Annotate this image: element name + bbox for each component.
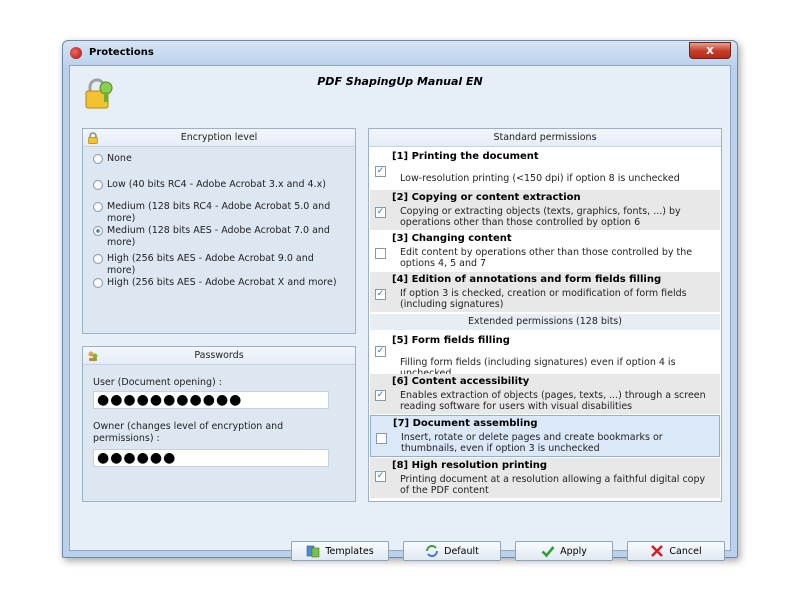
encryption-option[interactable] [93, 253, 337, 277]
permission-row[interactable] [370, 272, 720, 312]
permission-title: [4] Edition of annotations and form fields filling [392, 274, 662, 285]
permission-description: Edit content by operations other than those controlled by the options 4, 5 and 7 [400, 247, 693, 269]
user-password-input[interactable]: ●●●●●●●●●●● [93, 391, 329, 409]
encryption-option-label: None [107, 153, 132, 164]
padlock-icon [87, 132, 99, 144]
close-button[interactable]: x [689, 42, 731, 59]
encryption-level-header [83, 129, 355, 147]
permission-description: Enables extraction of objects (pages, texts, ...) through a screen reading software for users with visual disabilities [400, 390, 706, 412]
permission-row[interactable] [370, 374, 720, 414]
permission-title: [5] Form fields filling [392, 335, 510, 346]
encryption-option-label: High (256 bits AES - Adobe Acrobat X and more) [107, 277, 337, 288]
permission-title: [3] Changing content [392, 233, 512, 244]
encryption-option-label: Medium (128 bits RC4 - Adobe Acrobat 5.0 and more) [107, 201, 331, 224]
radio-button[interactable] [93, 254, 103, 264]
dialog-body [69, 65, 731, 557]
encryption-level-group [82, 128, 356, 334]
permission-title: [7] Document assembling [393, 418, 538, 429]
permission-checkbox[interactable]: ✓ [376, 471, 385, 481]
permission-checkbox[interactable]: ✓ [376, 346, 385, 356]
checkmark-icon [541, 544, 555, 558]
permission-title: [6] Content accessibility [392, 376, 530, 387]
radio-button[interactable] [93, 180, 103, 190]
encryption-option[interactable] [93, 225, 337, 249]
permission-title: [8] High resolution printing [392, 460, 548, 471]
cancel-label: Cancel [669, 545, 702, 557]
default-label: Default [444, 545, 479, 557]
permission-checkbox[interactable]: ✓ [376, 390, 385, 400]
permission-title: [2] Copying or content extraction [392, 192, 581, 203]
passwords-group [82, 346, 356, 502]
encryption-option-label: Medium (128 bits AES - Adobe Acrobat 7.0 and more) [107, 225, 330, 248]
permission-checkbox[interactable]: ✓ [376, 289, 385, 299]
encryption-option[interactable] [93, 179, 337, 191]
templates-button[interactable] [291, 541, 389, 561]
standard-permissions-header [369, 129, 721, 147]
encryption-option-label: Low (40 bits RC4 - Adobe Acrobat 3.x and 4.x) [107, 179, 326, 190]
passwords-header [83, 347, 355, 365]
encryption-level-title: Encryption level [180, 132, 258, 143]
encryption-option-label: High (256 bits AES - Adobe Acrobat 9.0 and more) [107, 253, 314, 276]
user-password-label: User (Document opening) : [93, 377, 222, 388]
cancel-button[interactable] [627, 541, 725, 561]
default-button[interactable] [403, 541, 501, 561]
encryption-option[interactable] [93, 153, 337, 165]
permission-row[interactable] [370, 231, 720, 271]
title-bar[interactable] [63, 41, 737, 65]
radio-button[interactable] [93, 226, 103, 236]
refresh-icon [425, 544, 439, 558]
cross-icon [650, 544, 664, 558]
encryption-option[interactable] [93, 277, 337, 289]
permission-description: Low-resolution printing (<150 dpi) if option 8 is unchecked [400, 173, 680, 184]
permission-checkbox[interactable] [376, 433, 387, 444]
templates-label: Templates [325, 545, 374, 557]
radio-button[interactable] [93, 154, 103, 164]
encryption-option[interactable] [93, 201, 337, 225]
extended-permissions-header: Extended permissions (128 bits) [370, 314, 720, 330]
permission-row[interactable] [370, 190, 720, 230]
templates-icon [306, 544, 320, 558]
permission-row[interactable] [370, 458, 720, 498]
users-key-icon [87, 350, 99, 362]
permission-row[interactable] [370, 415, 720, 457]
owner-password-input[interactable]: ●●●●●● [93, 449, 329, 467]
permission-title: [1] Printing the document [392, 151, 539, 162]
permission-description: If option 3 is checked, creation or modification of form fields (including signatures) [400, 288, 687, 310]
permission-checkbox[interactable] [375, 248, 386, 259]
permission-description: Copying or extracting objects (texts, graphics, fonts, ...) by operations other than those controlled by option 6 [400, 206, 681, 228]
permission-checkbox[interactable]: ✓ [376, 166, 385, 176]
radio-button[interactable] [93, 202, 103, 212]
radio-button[interactable] [93, 278, 103, 288]
permission-row[interactable] [370, 333, 720, 373]
passwords-title: Passwords [194, 350, 244, 361]
protections-dialog [62, 40, 738, 558]
apply-label: Apply [560, 545, 587, 557]
app-icon [70, 47, 82, 59]
permission-description: Printing document at a resolution allowing a faithful digital copy of the PDF content [400, 474, 706, 496]
permission-row[interactable] [370, 149, 720, 189]
permission-description: Filling form fields (including signatures) even if option 4 is [400, 357, 676, 368]
permission-description: Insert, rotate or delete pages and create bookmarks or thumbnails, even if option 3 is unchecked [401, 432, 663, 454]
owner-password-label: Owner (changes level of encryption and permissions) : [93, 421, 284, 444]
permission-checkbox[interactable]: ✓ [376, 207, 385, 217]
apply-button[interactable] [515, 541, 613, 561]
document-title: PDF ShapingUp Manual EN [317, 75, 483, 88]
permissions-panel [368, 128, 722, 502]
window-title: Protections [89, 47, 154, 58]
standard-permissions-title: Standard permissions [493, 132, 597, 143]
